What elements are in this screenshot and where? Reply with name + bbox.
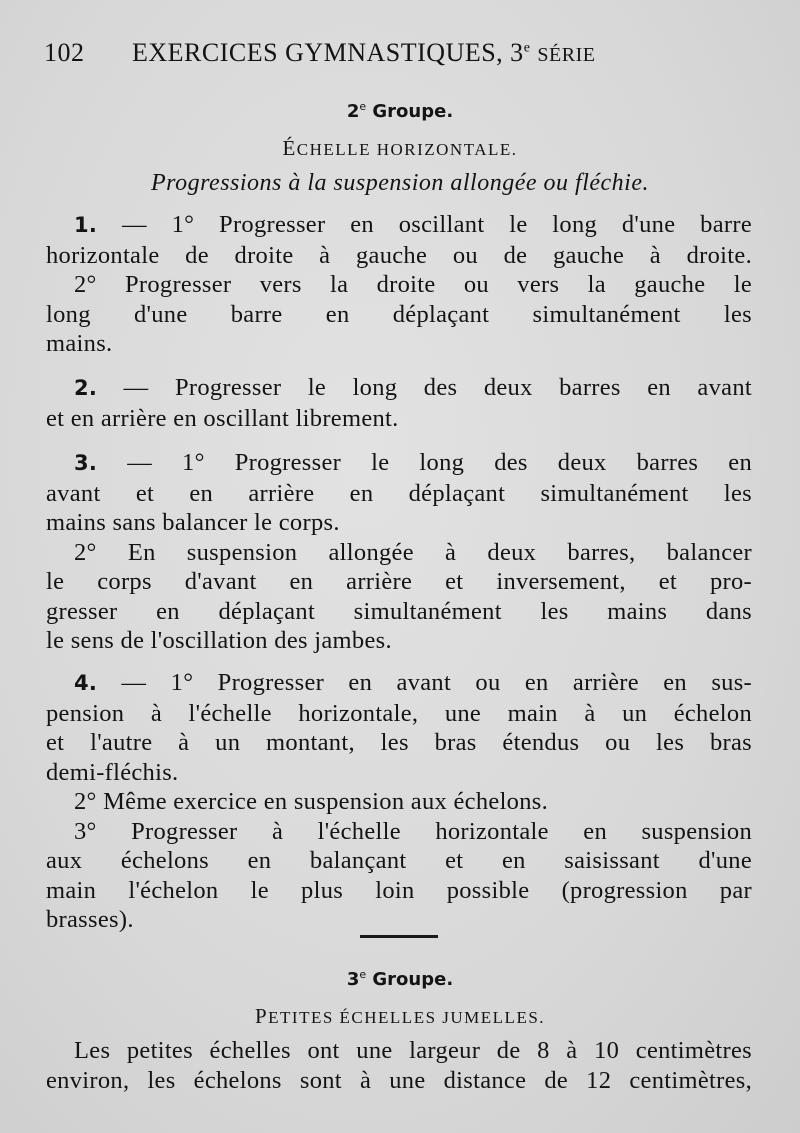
text-line: 2° Progresser vers la droite ou vers la gauche le: [74, 271, 752, 298]
text-line: main l'échelon le plus loin possible (progression par: [46, 876, 752, 904]
text-line: Les petites échelles ont une largeur de 8 à 10 centimètres: [74, 1037, 752, 1064]
group-3-heading: 3e Groupe.: [346, 968, 454, 990]
text-line: horizontale de droite à gauche ou de gauche à droite.: [46, 241, 752, 269]
exercise-number: 3.: [74, 451, 98, 475]
text-line: et l'autre à un montant, les bras étendus ou les bras: [46, 729, 752, 756]
header-title: EXERCICES GYMNASTIQUES, 3e SÉRIE: [132, 38, 596, 67]
exercise-2: [46, 373, 752, 433]
text-line: aux échelons en balançant et en saisissant d'une: [46, 847, 752, 874]
text-line: le corps d'avant en arrière et inversement, et pro-: [46, 568, 752, 595]
section-divider: [360, 935, 438, 938]
text-line: mains sans balancer le corps.: [46, 509, 340, 536]
exercise-number: 2.: [74, 376, 98, 400]
running-header: [44, 38, 744, 68]
exercise-1: [46, 210, 752, 359]
section-subtitle: Progressions à la suspension allongée ou fléchie.: [150, 170, 649, 196]
exercise-4: [46, 668, 752, 935]
text-line: 2. — Progresser le long des deux barres en avant: [74, 374, 752, 401]
text-line: demi-fléchis.: [46, 758, 179, 786]
exercise-number: 1.: [74, 213, 98, 237]
text-line: mains.: [46, 330, 113, 357]
exercise-3: [46, 448, 752, 656]
group-2-heading: 2e Groupe.: [346, 100, 454, 122]
text-line: et en arrière en oscillant librement.: [46, 404, 399, 432]
header-series: SÉRIE: [537, 44, 596, 66]
text-line: 1. — 1° Progresser en oscillant le long d'une barre: [74, 211, 752, 238]
exercise-number: 4.: [74, 671, 98, 695]
text-line: pension à l'échelle horizontale, une main à un échelon: [46, 699, 752, 727]
text-line: environ, les échelons sont à une distance de 12 centimètres,: [46, 1066, 752, 1094]
text-line: 3. — 1° Progresser le long des deux barres en: [74, 449, 752, 476]
text-line: 2° Même exercice en suspension aux échelons.: [74, 788, 549, 815]
text-line: avant et en arrière en déplaçant simultanément les: [46, 479, 752, 507]
section-title-petites-echelles: PETITES ÉCHELLES JUMELLES.: [254, 1004, 546, 1028]
text-line: le sens de l'oscillation des jambes.: [46, 627, 392, 654]
text-line: brasses).: [46, 906, 134, 933]
text-line: 2° En suspension allongée à deux barres, balancer: [74, 538, 752, 566]
text-line: long d'une barre en déplaçant simultanément les: [46, 300, 752, 328]
text-line: 3° Progresser à l'échelle horizontale en suspension: [74, 817, 752, 845]
text-line: 4. — 1° Progresser en avant ou en arrière en sus-: [74, 669, 752, 696]
text-line: gresser en déplaçant simultanément les mains dans: [46, 597, 752, 625]
page-number: 102: [44, 38, 85, 67]
section-title-echelle-horizontale: ÉCHELLE HORIZONTALE.: [282, 136, 518, 160]
group-3-intro: [46, 1036, 752, 1095]
